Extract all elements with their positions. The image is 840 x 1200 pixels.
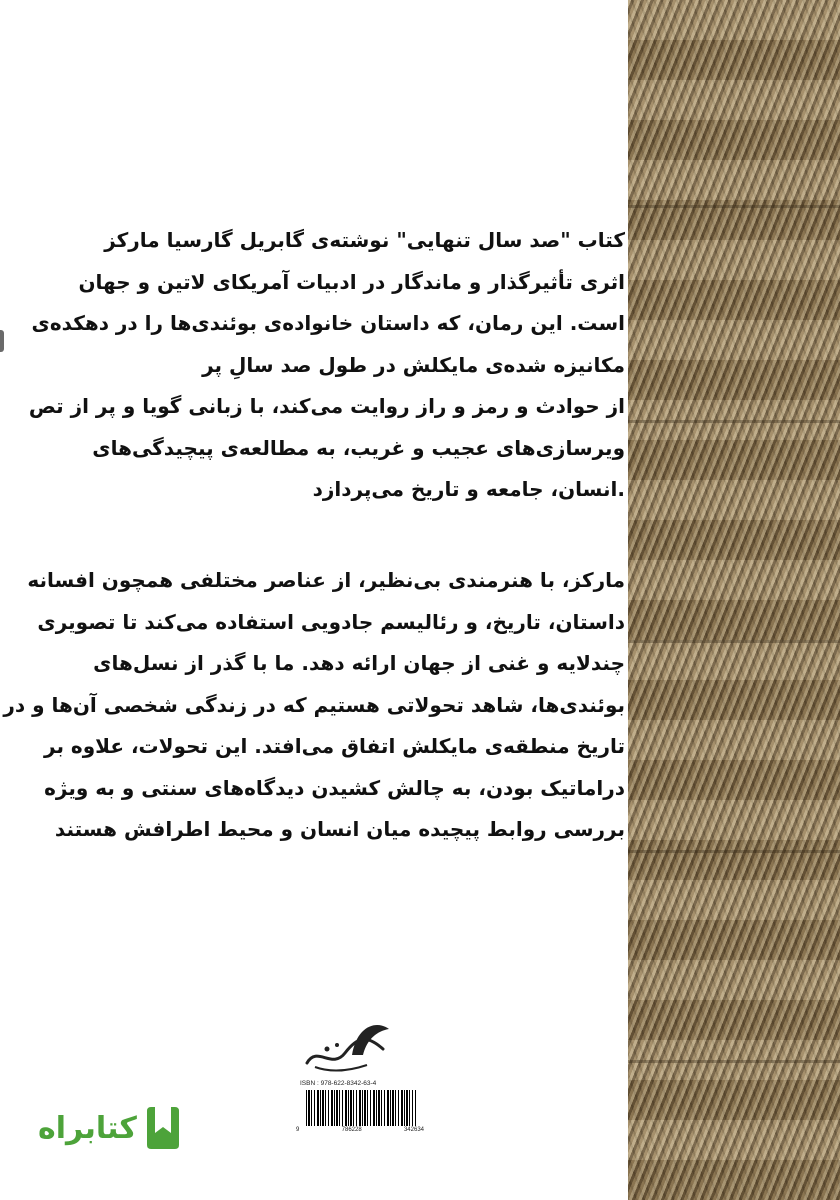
barcode-digit-group: 786228 bbox=[341, 1127, 362, 1133]
barcode-digit-group: 9 bbox=[296, 1127, 300, 1133]
publisher-logo-icon bbox=[297, 1015, 397, 1077]
text-line: بررسی روابط پیچیده میان انسان و محیط اطرافش هستند bbox=[54, 817, 625, 841]
isbn-label: ISBN : 978-622-8342-63-4 bbox=[300, 1080, 377, 1087]
text-line: تاریخ منطقه‌ی مایکلش اتفاق می‌افتد. این تحولات، علاوه بر bbox=[44, 734, 625, 758]
text-line: مارکز، با هنرمندی بی‌نظیر، از عناصر مختلفی همچون افسانه bbox=[27, 568, 625, 592]
text-line: داستان، تاریخ، و رئالیسم جادویی استفاده می‌کند تا تصویری bbox=[37, 609, 625, 634]
text-line: کتاب "صد سال تنهایی" نوشته‌ی گابریل گارسیا مارکز bbox=[104, 228, 625, 252]
text-line: ویرسازی‌های عجیب و غریب، به مطالعه‌ی پیچیدگی‌های bbox=[92, 435, 625, 460]
barcode-icon bbox=[306, 1090, 416, 1126]
text-line: است. این رمان، که داستان خانواده‌ی بوئندی‌ها را در دهکده‌ی bbox=[31, 311, 625, 335]
text-line: چندلایه و غنی از جهان ارائه دهد. ما با گذر از نسل‌های bbox=[93, 651, 625, 675]
barcode-digits bbox=[296, 1127, 424, 1133]
texture-seam bbox=[628, 1060, 840, 1063]
ketabrah-brand bbox=[38, 1100, 183, 1156]
text-line: اثری تأثیرگذار و ماندگار در ادبیات آمریکای لاتین و جهان bbox=[78, 269, 625, 294]
texture-seam bbox=[628, 640, 840, 643]
text-line: بوئندی‌ها، شاهد تحولاتی هستیم که در زندگی شخصی آن‌ها و در bbox=[3, 692, 625, 717]
text-line: از حوادث و رمز و راز روایت می‌کند، با زبانی گویا و پر از تص bbox=[28, 394, 625, 418]
texture-seam bbox=[628, 205, 840, 208]
barcode-digit-group: 342634 bbox=[403, 1127, 424, 1133]
text-line: دراماتیک بودن، به چالش کشیدن دیدگاه‌های سنتی و به ویژه bbox=[44, 775, 625, 800]
texture-seam bbox=[628, 420, 840, 423]
texture-seam bbox=[628, 850, 840, 853]
brand-name: کتابراه bbox=[38, 1110, 137, 1146]
book-bookmark-icon bbox=[143, 1105, 183, 1151]
text-line: .انسان، جامعه و تاریخ می‌پردازد bbox=[312, 477, 625, 501]
description-paragraph-2 bbox=[3, 560, 625, 851]
text-line: مکانیزه شده‌ی مایکلش در طول صد سالِ پر bbox=[202, 352, 625, 377]
description-paragraph-1 bbox=[28, 220, 625, 511]
fabric-texture-panel bbox=[628, 0, 840, 1200]
edge-mark bbox=[0, 330, 4, 352]
